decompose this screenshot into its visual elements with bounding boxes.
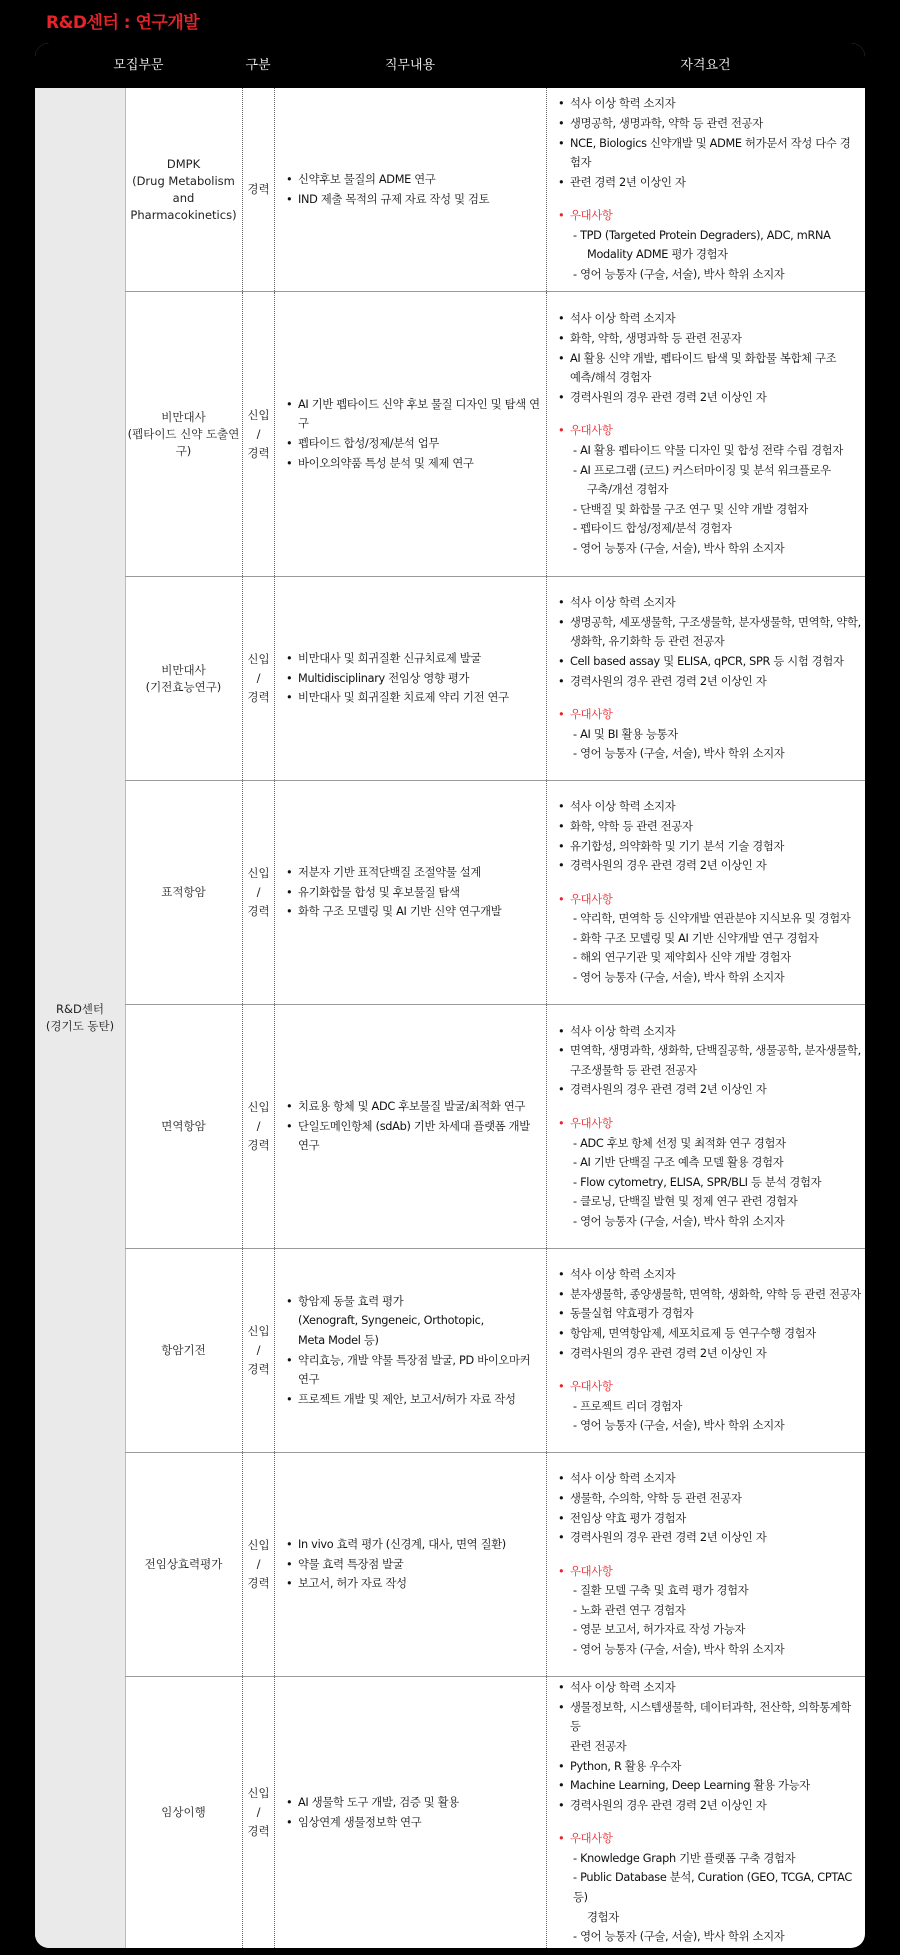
header-type: 구분 bbox=[245, 58, 271, 73]
preferred-item: - 영어 능통자 (구술, 서술), 박사 학위 소지자 bbox=[573, 1643, 785, 1657]
preferred-item: 구축/개선 경험자 bbox=[587, 483, 669, 497]
table-row bbox=[125, 781, 865, 1005]
preferred-item: - 영어 능통자 (구술, 서술), 박사 학위 소지자 bbox=[573, 541, 785, 555]
preferred-item: - 약리학, 면역학 등 신약개발 연관분야 지식보유 및 경험자 bbox=[573, 912, 851, 926]
hire-type-line: 신입 bbox=[247, 1538, 270, 1552]
duty-item: • 단일도메인항체 (sdAb) 기반 차세대 플랫폼 개발 연구 bbox=[285, 1117, 540, 1156]
preferred-label: • 우대사항 bbox=[557, 421, 843, 441]
preferred-label: • 우대사항 bbox=[557, 1562, 784, 1582]
hire-type-line: / bbox=[256, 1557, 261, 1571]
qualification-item: • 경력사원의 경우 관련 경력 2년 이상인 자 bbox=[557, 1080, 861, 1100]
position-name-line: (기전효능연구) bbox=[145, 679, 222, 694]
preferred-item: - 노화 관련 연구 경험자 bbox=[573, 1603, 686, 1617]
duty-item: • 화학 구조 모델링 및 AI 기반 신약 연구개발 bbox=[285, 902, 501, 922]
hire-type-line: / bbox=[256, 426, 261, 441]
preferred-item: - AI 기반 단백질 구조 예측 모델 활용 경험자 bbox=[573, 1156, 784, 1170]
position-name bbox=[125, 1249, 242, 1452]
preferred-item: - Knowledge Graph 기반 플랫폼 구축 경험자 bbox=[573, 1851, 796, 1865]
header-duty: 직무내용 bbox=[384, 58, 436, 73]
duty-list bbox=[274, 1005, 546, 1248]
table-row bbox=[125, 88, 865, 292]
hire-type-line: 경력 bbox=[247, 904, 270, 918]
table-row bbox=[125, 1677, 865, 1948]
duty-item: • 유기화합물 합성 및 후보물질 탐색 bbox=[285, 883, 501, 903]
header-qual: 자격요건 bbox=[680, 58, 731, 73]
duty-item: • 바이오의약품 특성 분석 및 제제 연구 bbox=[285, 454, 540, 474]
hire-type-line: / bbox=[256, 1805, 261, 1819]
hire-type-line: 경력 bbox=[247, 1576, 270, 1590]
preferred-item: - 클로닝, 단백질 발현 및 정제 연구 관련 경험자 bbox=[573, 1195, 798, 1209]
preferred-item: Modality ADME 평가 경험자 bbox=[587, 248, 728, 262]
preferred-item: - 프로젝트 리더 경험자 bbox=[573, 1399, 683, 1413]
qualification-item: 예측/해석 경험자 bbox=[570, 371, 652, 385]
qualification-list bbox=[546, 88, 865, 291]
position-name-line: 비만대사 bbox=[161, 409, 206, 424]
preferred-item: - 영어 능통자 (구술, 서술), 박사 학위 소지자 bbox=[573, 1419, 785, 1433]
hire-type-line: 신입 bbox=[247, 1324, 270, 1338]
preferred-item: - 화학 구조 모델링 및 AI 기반 신약개발 연구 경험자 bbox=[573, 931, 819, 945]
hire-type bbox=[242, 1005, 274, 1248]
hire-type-line: 경력 bbox=[247, 445, 270, 460]
position-name bbox=[125, 1005, 242, 1248]
preferred-item: - 해외 연구기관 및 제약회사 신약 개발 경험자 bbox=[573, 951, 791, 965]
table-row bbox=[125, 1249, 865, 1453]
hire-type bbox=[242, 88, 274, 291]
qualification-item: • 석사 이상 학력 소지자 bbox=[557, 1678, 861, 1698]
qualification-list bbox=[546, 1677, 865, 1948]
page-title: R&D센터 : 연구개발 bbox=[46, 13, 200, 33]
position-name-line: 표적항암 bbox=[161, 885, 206, 899]
duty-item: • 신약후보 물질의 ADME 연구 bbox=[285, 170, 489, 190]
position-name-line: (펩타이드 신약 도출연구) bbox=[127, 426, 240, 458]
preferred-item: - 펩타이드 합성/정제/분석 경험자 bbox=[573, 522, 732, 536]
duty-item: • Multidisciplinary 전임상 영향 평가 bbox=[285, 669, 509, 689]
hire-type bbox=[242, 1677, 274, 1948]
duty-item: • 임상연계 생물정보학 연구 bbox=[285, 1813, 459, 1833]
qualification-item: • 생물학, 수의학, 약학 등 관련 전공자 bbox=[557, 1489, 784, 1509]
qualification-item: • 석사 이상 학력 소지자 bbox=[557, 1265, 861, 1285]
duty-list bbox=[274, 292, 546, 576]
position-name bbox=[125, 1677, 242, 1948]
main-department-location: (경기도 동탄) bbox=[45, 1019, 115, 1033]
qualification-item: 생화학, 유기화학 등 관련 전공자 bbox=[570, 635, 725, 649]
duty-item: • IND 제출 목적의 규제 자료 작성 및 검토 bbox=[285, 190, 489, 210]
qualification-list bbox=[546, 1005, 865, 1248]
qualification-item: • 경력사원의 경우 관련 경력 2년 이상인 자 bbox=[557, 1344, 861, 1364]
table-header bbox=[35, 43, 865, 88]
preferred-item: - 영어 능통자 (구술, 서술), 박사 학위 소지자 bbox=[573, 1930, 785, 1944]
duty-list bbox=[274, 1453, 546, 1676]
position-name bbox=[125, 781, 242, 1004]
preferred-item: - TPD (Targeted Protein Degraders), ADC, mRNA bbox=[573, 228, 831, 242]
qualification-list bbox=[546, 1249, 865, 1452]
duty-item: • 치료용 항체 및 ADC 후보물질 발굴/최적화 연구 bbox=[285, 1097, 540, 1117]
hire-type-line: / bbox=[256, 1119, 261, 1133]
qualification-item: • 화학, 약학 등 관련 전공자 bbox=[557, 817, 851, 837]
qualification-item: • 관련 경력 2년 이상인 자 bbox=[557, 173, 861, 193]
position-name bbox=[125, 577, 242, 780]
qualification-item: • 석사 이상 학력 소지자 bbox=[557, 309, 843, 329]
qualification-item: • 경력사원의 경우 관련 경력 2년 이상인 자 bbox=[557, 672, 861, 692]
qualification-item: • 유기합성, 의약화학 및 기기 분석 기술 경험자 bbox=[557, 837, 851, 857]
duty-list bbox=[274, 88, 546, 291]
preferred-label: • 우대사항 bbox=[557, 705, 861, 725]
qualification-item: • 경력사원의 경우 관련 경력 2년 이상인 자 bbox=[557, 1528, 784, 1548]
preferred-item: - AI 활용 펩타이드 약물 디자인 및 합성 전략 수립 경험자 bbox=[573, 444, 844, 457]
position-name-line: 임상이행 bbox=[161, 1805, 206, 1819]
qualification-item: • 석사 이상 학력 소지자 bbox=[557, 1469, 784, 1489]
qualification-item: • Cell based assay 및 ELISA, qPCR, SPR 등 시험 경험자 bbox=[557, 652, 861, 672]
hire-type bbox=[242, 1453, 274, 1676]
qualification-item: • 경력사원의 경우 관련 경력 2년 이상인 자 bbox=[557, 856, 851, 876]
position-name bbox=[125, 292, 242, 576]
position-name-line: 전임상효력평가 bbox=[144, 1557, 223, 1571]
duty-list bbox=[274, 1677, 546, 1948]
position-name-line: (Drug Metabolism and bbox=[132, 173, 235, 205]
preferred-item: - Public Database 분석, Curation (GEO, TCGA, CPTAC 등) bbox=[573, 1871, 852, 1905]
qualification-item: • 전임상 약효 평가 경험자 bbox=[557, 1509, 784, 1529]
qualification-item: • 생명공학, 세포생물학, 구조생물학, 분자생물학, 면역학, 약학, bbox=[557, 613, 861, 633]
hire-type-line: 신입 bbox=[247, 652, 270, 666]
preferred-item: - 영문 보고서, 허가자료 작성 가능자 bbox=[573, 1623, 746, 1637]
qualification-list bbox=[546, 781, 865, 1004]
duty-item: Meta Model 등) bbox=[298, 1333, 379, 1347]
preferred-item: - 영어 능통자 (구술, 서술), 박사 학위 소지자 bbox=[573, 971, 785, 985]
main-department bbox=[35, 88, 126, 1948]
hire-type-line: / bbox=[256, 885, 261, 899]
duty-item: • 약물 효력 특장점 발굴 bbox=[285, 1555, 506, 1575]
hire-type-line: 경력 bbox=[247, 1362, 270, 1376]
duty-list bbox=[274, 1249, 546, 1452]
duty-item: • 보고서, 허가 자료 작성 bbox=[285, 1574, 506, 1594]
preferred-item: - Flow cytometry, ELISA, SPR/BLI 등 분석 경험자 bbox=[573, 1175, 822, 1189]
preferred-item: - 영어 능통자 (구술, 서술), 박사 학위 소지자 bbox=[573, 268, 785, 282]
duty-item: • 비만대사 및 희귀질환 치료제 약리 기전 연구 bbox=[285, 688, 509, 708]
qualification-item: • 석사 이상 학력 소지자 bbox=[557, 1022, 861, 1042]
duty-item: • 펩타이드 합성/정제/분석 업무 bbox=[285, 434, 540, 454]
duty-item: • 저분자 기반 표적단백질 조절약물 설계 bbox=[285, 863, 501, 883]
duty-item: • In vivo 효력 평가 (신경계, 대사, 면역 질환) bbox=[285, 1535, 506, 1555]
preferred-item: - 질환 모델 구축 및 효력 평가 경험자 bbox=[573, 1584, 749, 1598]
qualification-item: • 분자생물학, 종양생물학, 면역학, 생화학, 약학 등 관련 전공자 bbox=[557, 1285, 861, 1305]
qualification-item: • 생물정보학, 시스템생물학, 데이터과학, 전산학, 의학통계학 등 bbox=[557, 1698, 861, 1737]
hire-type-line: 신입 bbox=[247, 1786, 270, 1800]
preferred-item: - 단백질 및 화합물 구조 연구 및 신약 개발 경험자 bbox=[573, 502, 809, 516]
position-name-line: 면역항암 bbox=[161, 1119, 206, 1133]
qualification-item: • 석사 이상 학력 소지자 bbox=[557, 94, 861, 114]
qualification-item: • 면역학, 생명과학, 생화학, 단백질공학, 생물공학, 분자생물학, bbox=[557, 1041, 861, 1061]
hire-type-line: / bbox=[256, 1343, 261, 1357]
preferred-label: • 우대사항 bbox=[557, 206, 861, 226]
preferred-item: - ADC 후보 항체 선정 및 최적화 연구 경험자 bbox=[573, 1136, 786, 1150]
preferred-item: - AI 및 BI 활용 능통자 bbox=[573, 727, 678, 741]
hire-type-line: 경력 bbox=[247, 1824, 270, 1838]
preferred-item: 경험자 bbox=[587, 1910, 619, 1924]
position-name-line: 비만대사 bbox=[161, 662, 206, 677]
position-name-line: DMPK bbox=[166, 156, 201, 171]
table-row bbox=[125, 577, 865, 781]
qualification-item: • AI 활용 신약 개발, 펩타이드 탐색 및 화합물 복합체 구조 bbox=[557, 349, 843, 369]
hire-type bbox=[242, 292, 274, 576]
qualification-item: • Machine Learning, Deep Learning 활용 가능자 bbox=[557, 1776, 861, 1796]
preferred-item: - 영어 능통자 (구술, 서술), 박사 학위 소지자 bbox=[573, 747, 785, 761]
preferred-label: • 우대사항 bbox=[557, 1114, 861, 1134]
duty-item: (Xenograft, Syngeneic, Orthotopic, bbox=[298, 1314, 484, 1328]
qualification-item: • 항암제, 면역항암제, 세포치료제 등 연구수행 경험자 bbox=[557, 1324, 861, 1344]
qualification-item: • 생명공학, 생명과학, 약학 등 관련 전공자 bbox=[557, 114, 861, 134]
recruit-table bbox=[35, 43, 865, 1948]
qualification-item: • Python, R 활용 우수자 bbox=[557, 1757, 861, 1777]
qualification-list bbox=[546, 292, 865, 576]
hire-type-line: 경력 bbox=[247, 690, 270, 704]
duty-item: • 항암제 동물 효력 평가 bbox=[285, 1292, 540, 1312]
qualification-list bbox=[546, 577, 865, 780]
qualification-item: • NCE, Biologics 신약개발 및 ADME 허가문서 작성 다수 경험자 bbox=[557, 134, 861, 173]
header-dept: 모집부문 bbox=[113, 58, 164, 73]
hire-type-line: 경력 bbox=[247, 1138, 270, 1152]
qualification-item: • 동물실험 약효평가 경험자 bbox=[557, 1304, 861, 1324]
preferred-item: - AI 프로그램 (코드) 커스터마이징 및 분석 워크플로우 bbox=[573, 463, 831, 477]
hire-type-line: 신입 bbox=[247, 866, 270, 880]
duty-list bbox=[274, 577, 546, 780]
duty-item: • 프로젝트 개발 및 제안, 보고서/허가 자료 작성 bbox=[285, 1390, 540, 1410]
position-name bbox=[125, 88, 242, 291]
duty-item: • 비만대사 및 희귀질환 신규치료제 발굴 bbox=[285, 649, 509, 669]
preferred-label: • 우대사항 bbox=[557, 1829, 861, 1849]
hire-type bbox=[242, 577, 274, 780]
qualification-item: • 석사 이상 학력 소지자 bbox=[557, 593, 861, 613]
hire-type-line: 경력 bbox=[247, 182, 270, 196]
duty-list bbox=[274, 781, 546, 1004]
preferred-label: • 우대사항 bbox=[557, 890, 851, 910]
table-row bbox=[125, 1005, 865, 1249]
hire-type bbox=[242, 781, 274, 1004]
table-row bbox=[125, 292, 865, 577]
preferred-item: - 영어 능통자 (구술, 서술), 박사 학위 소지자 bbox=[573, 1214, 785, 1228]
position-name-line: 항암기전 bbox=[161, 1343, 206, 1357]
hire-type-line: 신입 bbox=[247, 407, 270, 422]
position-name-line: Pharmacokinetics) bbox=[130, 207, 237, 222]
table-row bbox=[125, 1453, 865, 1677]
preferred-label: • 우대사항 bbox=[557, 1377, 861, 1397]
qualification-list bbox=[546, 1453, 865, 1676]
duty-item: • AI 기반 펩타이드 신약 후보 물질 디자인 및 탐색 연구 bbox=[285, 395, 540, 434]
hire-type-line: 신입 bbox=[247, 1100, 270, 1114]
qualification-item: • 화학, 약학, 생명과학 등 관련 전공자 bbox=[557, 329, 843, 349]
qualification-item: • 석사 이상 학력 소지자 bbox=[557, 797, 851, 817]
qualification-item: • 경력사원의 경우 관련 경력 2년 이상인 자 bbox=[557, 388, 843, 408]
hire-type-line: / bbox=[256, 671, 261, 685]
qualification-item: 관련 전공자 bbox=[570, 1739, 627, 1753]
position-name bbox=[125, 1453, 242, 1676]
duty-item: • AI 생물학 도구 개발, 검증 및 활용 bbox=[285, 1793, 459, 1813]
qualification-item: 구조생물학 등 관련 전공자 bbox=[570, 1063, 697, 1077]
duty-item: • 약리효능, 개발 약물 특장점 발굴, PD 바이오마커 연구 bbox=[285, 1351, 540, 1390]
hire-type bbox=[242, 1249, 274, 1452]
main-department-name: R&D센터 bbox=[55, 1002, 105, 1016]
qualification-item: • 경력사원의 경우 관련 경력 2년 이상인 자 bbox=[557, 1796, 861, 1816]
